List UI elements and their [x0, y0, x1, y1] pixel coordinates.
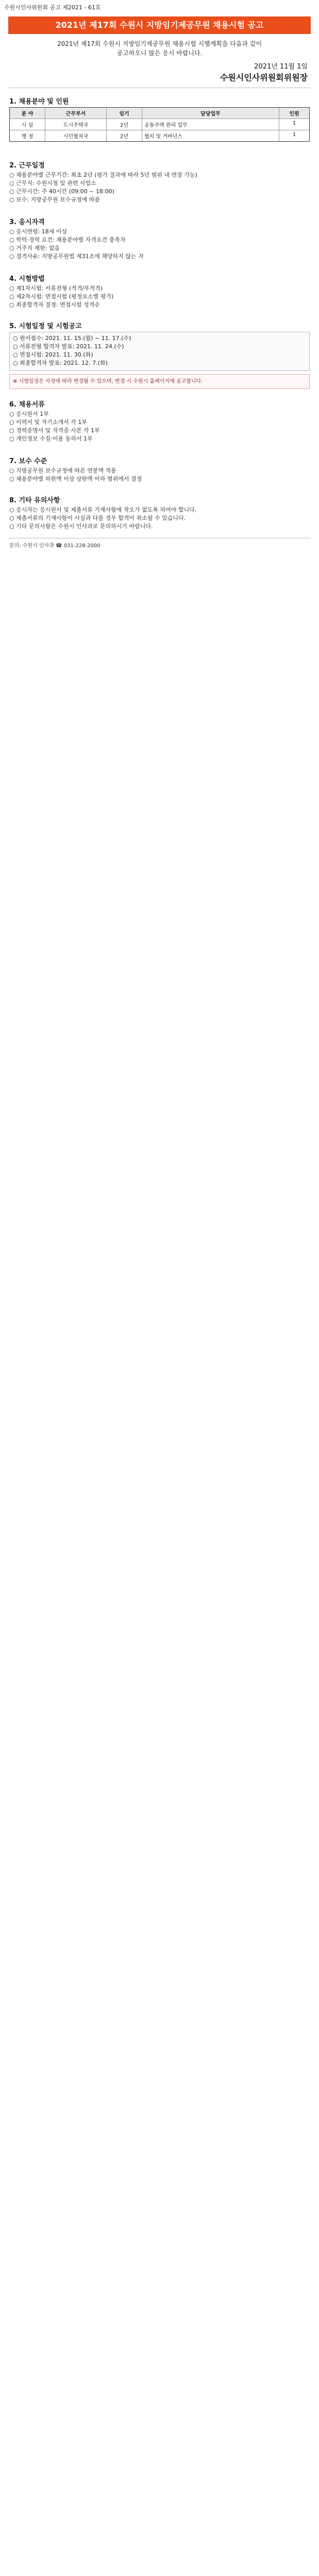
section-heading: 1. 채용분야 및 인원 [9, 98, 69, 106]
table-cell: 공동주택 관리 업무 [142, 119, 279, 130]
table-cell: 협치 및 거버넌스 [142, 130, 279, 141]
text-line: ○ 제출서류의 기재사항이 사실과 다를 경우 합격이 취소될 수 있습니다. [9, 515, 186, 521]
schedule-notice: ※ 시험일정은 사정에 따라 변경될 수 있으며, 변경 시 수원시 홈페이지에 공고합니다. [9, 374, 310, 389]
text-line: ○ 응시원서 1부 [9, 411, 49, 417]
table-cell: 시 설 [21, 123, 33, 128]
intro-line: 공고하오니 많은 응시 바랍니다. [116, 49, 203, 57]
documents-text [9, 410, 310, 443]
text-line: ○ 응시연령: 18세 이상 [9, 228, 68, 235]
table-cell: 1 [279, 130, 309, 141]
text-line: ○ 제2차시험: 면접시험 (평정요소별 평가) [9, 293, 114, 300]
table-cell: 시민협치국 [45, 130, 106, 141]
table-row [10, 130, 309, 141]
text-line: ○ 경력증명서 및 자격증 사본 각 1부 [9, 427, 100, 434]
text-line: ○ 보수: 지방공무원 보수규정에 따름 [9, 196, 100, 203]
text-line: ○ 제1차시험: 서류전형 (적격/부적격) [9, 285, 103, 292]
section-heading: 2. 근무일정 [9, 162, 45, 170]
section-heading: 7. 보수 수준 [9, 457, 47, 465]
table-cell: 2년 [106, 119, 142, 130]
table-header: 담당업무 [142, 108, 279, 118]
text-line: ○ 학력·경력 요건: 채용분야별 자격요건 충족자 [9, 236, 126, 243]
section-heading: 8. 기타 유의사항 [9, 497, 60, 504]
text-line: ○ 이력서 및 자기소개서 각 1부 [9, 419, 87, 426]
section-heading: 6. 채용서류 [9, 401, 45, 409]
announcement-date: 2021년 11월 1일 [254, 63, 308, 71]
text-line: ○ 지방공무원 보수규정에 따른 연봉액 적용 [9, 467, 116, 474]
text-line: ○ 원서접수: 2021. 11. 15.(월) ~ 11. 17.(수) [13, 335, 131, 342]
table-cell: 1 [279, 119, 309, 130]
text-line: ○ 서류전형 합격자 발표: 2021. 11. 24.(수) [13, 343, 124, 350]
schedule-text [13, 334, 306, 367]
text-line: ○ 최종합격자 발표: 2021. 12. 7.(화) [13, 360, 108, 366]
exam-method-text [9, 284, 310, 309]
table-header: 인원 [279, 108, 309, 118]
schedule-box [9, 332, 310, 371]
salary-text [9, 467, 310, 483]
text-line: ○ 응시자는 응시원서 및 제출서류 기재사항에 착오가 없도록 하여야 합니다. [9, 506, 197, 513]
table-header: 임기 [106, 108, 142, 118]
text-line: ○ 거주지 제한: 없음 [9, 245, 60, 251]
table-header-row [10, 108, 309, 118]
contact-info: 문의: 수원시 인사과 ☎ 031-228-2000 [9, 543, 100, 549]
text-line: ○ 결격사유: 지방공무원법 제31조에 해당하지 않는 자 [9, 253, 144, 260]
section-heading: 5. 시험일정 및 시험공고 [9, 323, 82, 330]
table-header: 근무부서 [45, 108, 106, 118]
recruitment-table [9, 107, 310, 142]
text-line: ○ 기타 문의사항은 수원시 인사과로 문의하시기 바랍니다. [9, 523, 153, 530]
page-title: 2021년 제17회 수원시 지방임기제공무원 채용시험 공고 [8, 16, 311, 34]
section-heading: 3. 응시자격 [9, 218, 45, 226]
text-line: ○ 최종합격자 결정: 면접시험 성적순 [9, 301, 100, 308]
section-heading: 4. 시험방법 [9, 275, 45, 283]
table-header: 분 야 [10, 108, 45, 118]
document-number: 수원시인사위원회 공고 제2021 - 61호 [4, 4, 101, 11]
text-line: ○ 채용분야별 근무기간: 최초 2년 (평가 결과에 따라 5년 범위 내 연장 가능) [9, 172, 197, 178]
text-line: ○ 개인정보 수집·이용 동의서 1부 [9, 435, 93, 442]
text-line: ○ 채용분야별 하한액 이상 상한액 이하 범위에서 결정 [9, 476, 142, 482]
work-schedule-text [9, 171, 310, 204]
text-line: ○ 면접시험: 2021. 11. 30.(화) [13, 351, 93, 358]
intro-text [9, 39, 310, 58]
text-line: ○ 근무시간: 주 40시간 (09:00 ~ 18:00) [9, 188, 114, 195]
eligibility-text [9, 228, 310, 261]
table-cell: 행 정 [21, 134, 33, 140]
organization-name: 수원시인사위원회위원장 [220, 73, 308, 82]
intro-line: 2021년 제17회 수원시 지방임기제공무원 채용시험 시행계획을 다음과 같이 [57, 40, 262, 47]
table-row [10, 118, 309, 130]
table-cell: 도시주택국 [45, 119, 106, 130]
notes-text [9, 506, 310, 531]
text-line: ○ 근무지: 수원시청 및 관련 사업소 [9, 180, 96, 187]
table-cell: 2년 [106, 130, 142, 141]
